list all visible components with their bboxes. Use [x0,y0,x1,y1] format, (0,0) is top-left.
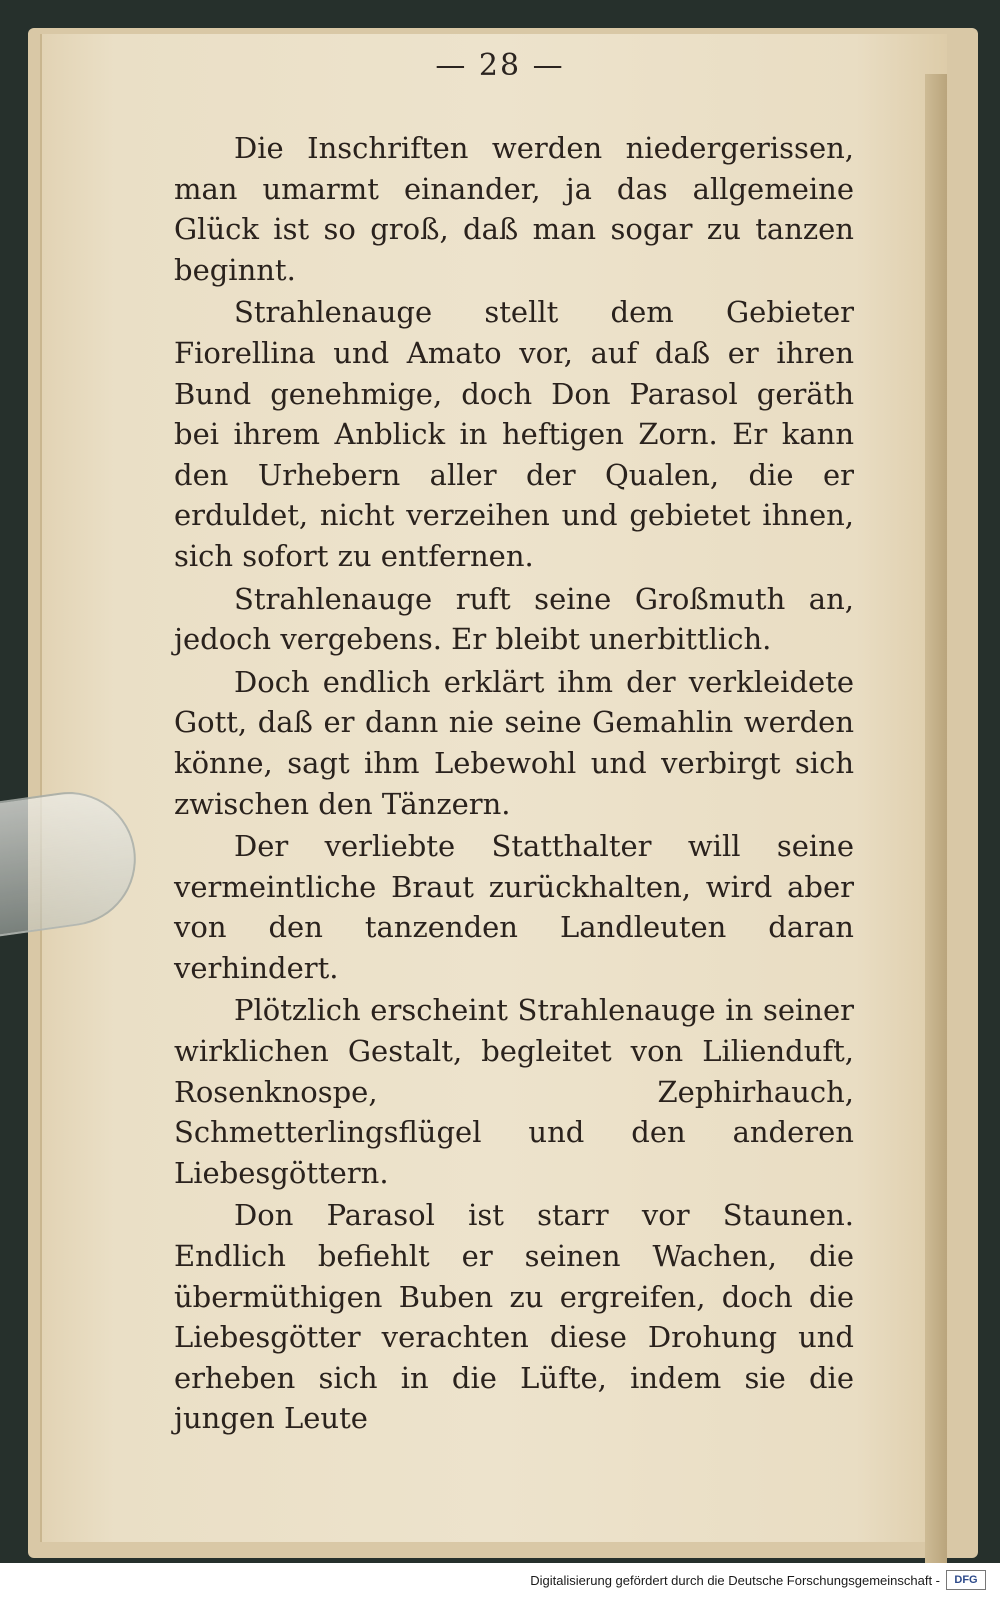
dfg-logo: DFG [946,1570,986,1590]
paragraph-6: Plötzlich erscheint Strahlenauge in seiner wirklichen Gestalt, begleitet von Lilienduft, Rosenknospe, Zephirhauch, Schmetterlingsflügel und den anderen Liebesgöttern. [174,993,854,1190]
paragraph-7: Don Parasol ist starr vor Staunen. Endlich befiehlt er seinen Wachen, die übermüthigen Buben zu ergreifen, doch die Liebesgötter verachten diese Drohung und erheben sich in die Lüfte, indem sie die jungen Leute [174,1198,854,1436]
paragraph-2: Strahlenauge stellt dem Gebieter Fiorellina und Amato vor, auf daß er ihren Bund genehmige, doch Don Parasol geräth bei ihrem Anblick in heftigen Zorn. Er kann den Urhebern aller der Qualen, die er erduldet, nicht verzeihen und gebietet ihnen, sich sofort zu entfernen. [174,295,854,573]
footer-bar [0,1563,1000,1597]
funding-credit: Digitalisierung gefördert durch die Deutsche Forschungsgemeinschaft - [530,1573,940,1588]
page-fore-edge [925,74,947,1579]
page-number: — 28 — [435,48,565,83]
paragraph-1: Die Inschriften werden niedergerissen, man umarmt einander, ja das allgemeine Glück ist so groß, daß man sogar zu tanzen beginnt. [174,131,854,287]
paragraph-4: Doch endlich erklärt ihm der verkleidete Gott, daß er dann nie seine Gemahlin werden könne, sagt ihm Lebewohl und verbirgt sich zwischen den Tänzern. [174,664,854,821]
paragraph-5: Der verliebte Statthalter will seine vermeintliche Braut zurückhalten, wird aber von den tanzenden Landleuten daran verhindert. [174,829,854,985]
paragraph-3: Strahlenauge ruft seine Großmuth an, jedoch vergebens. Er bleibt unerbittlich. [174,581,854,657]
body-text [174,128,854,1441]
